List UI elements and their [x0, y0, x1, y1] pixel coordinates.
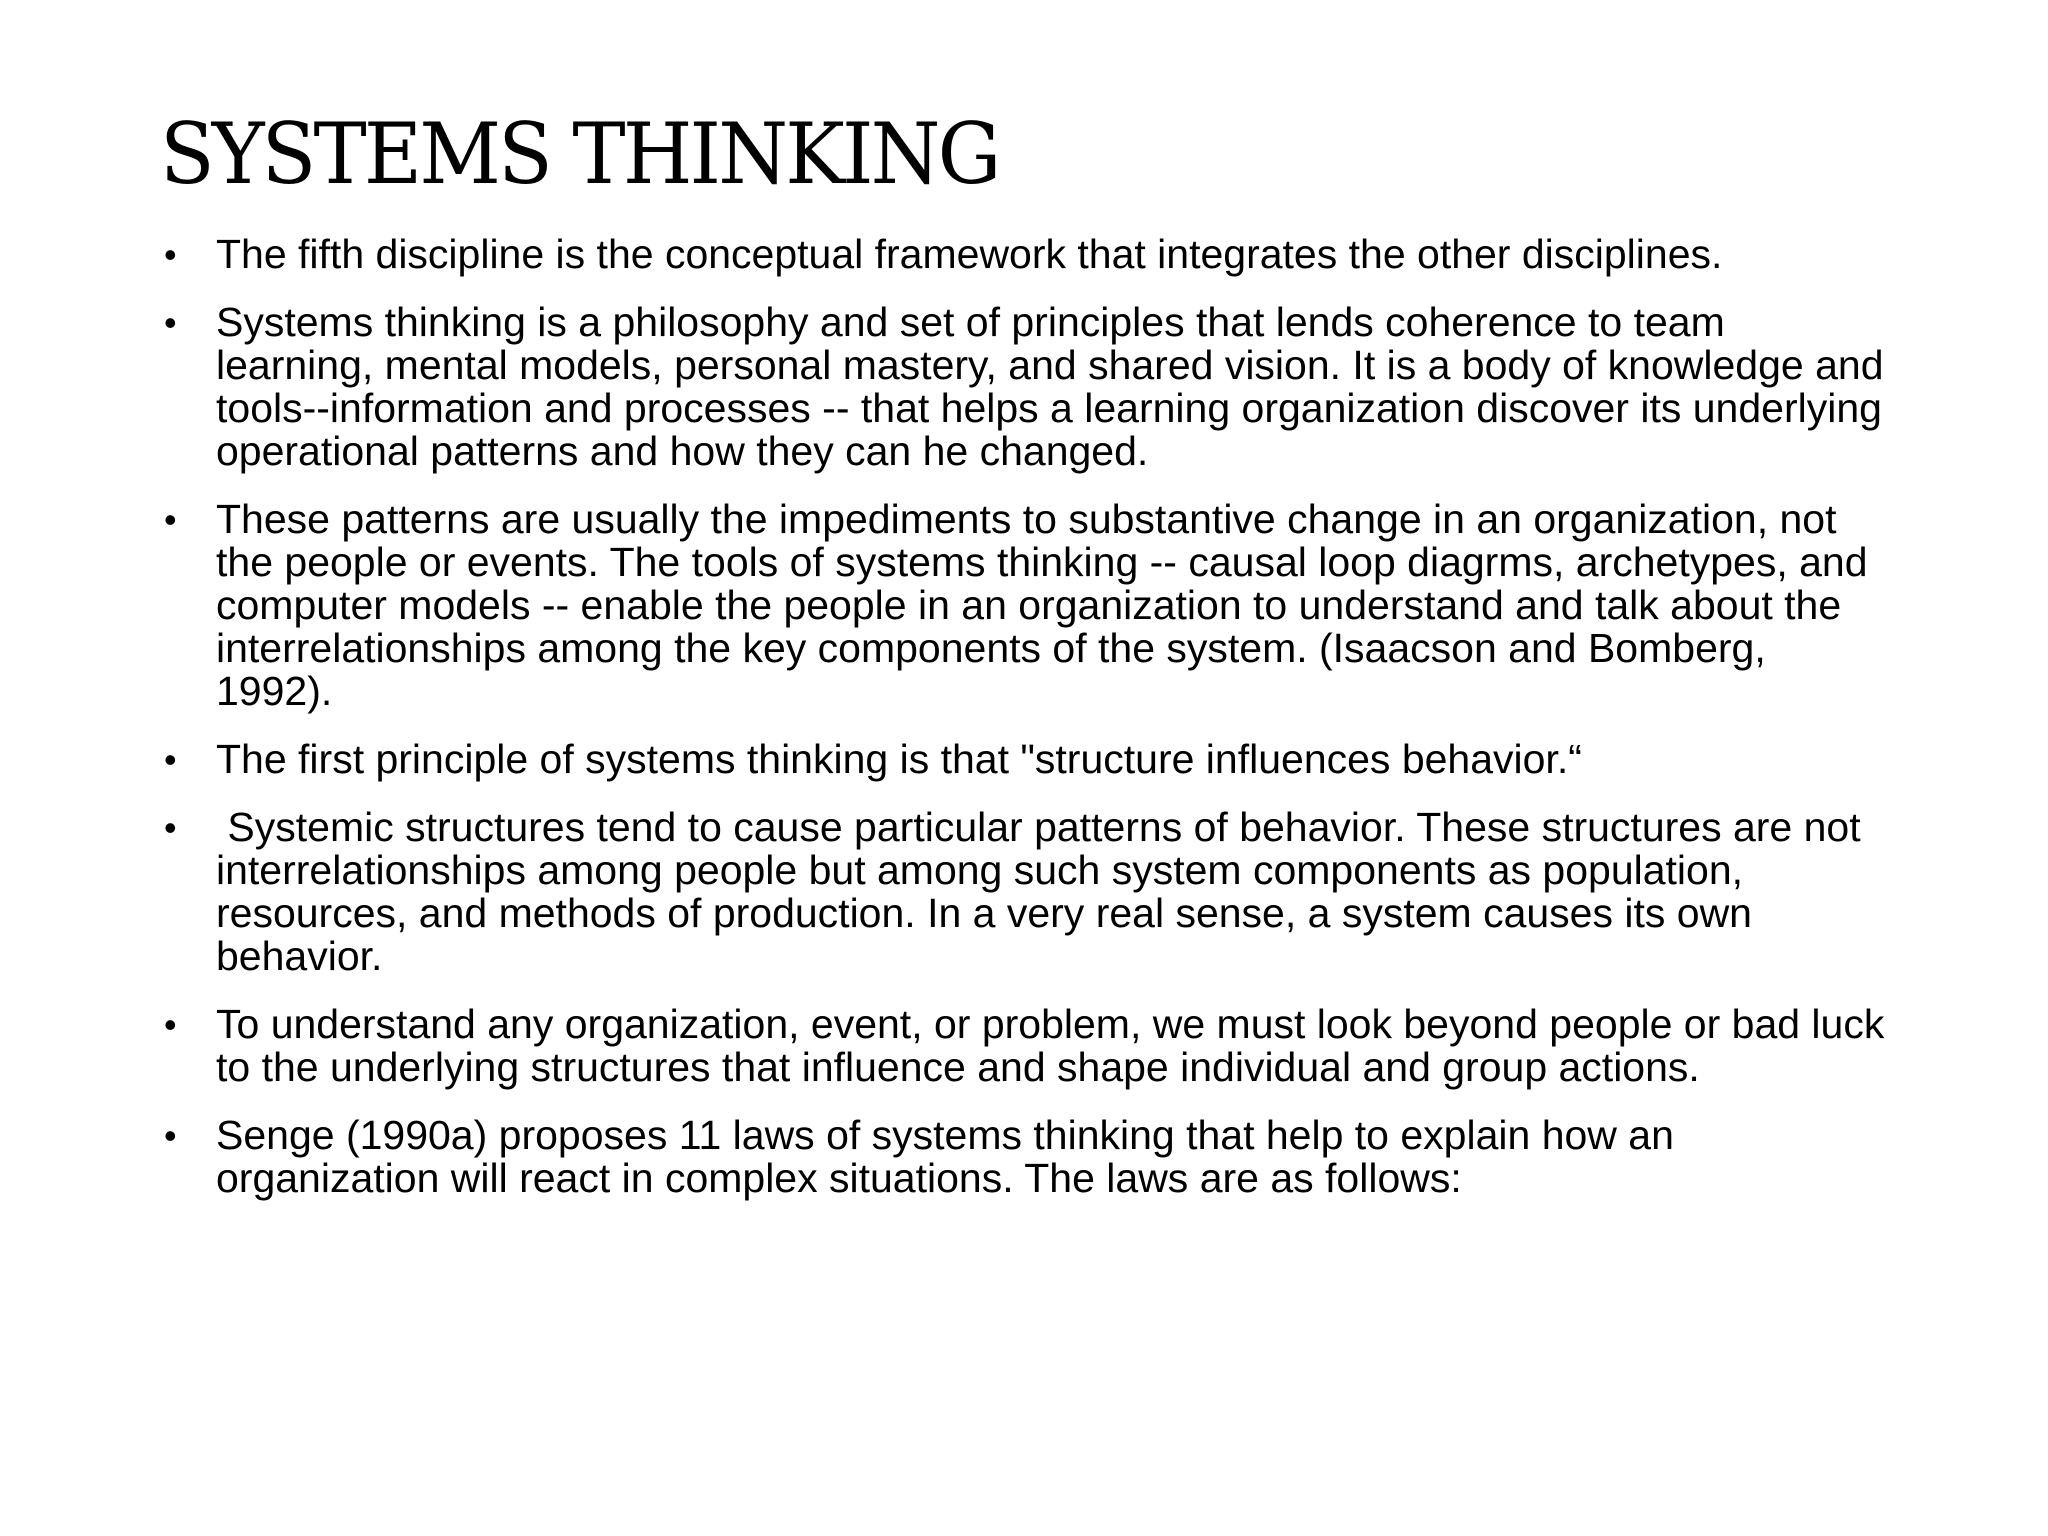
- bullet-text: The first principle of systems thinking is that "structure influences behavior.“: [216, 736, 1582, 782]
- bullet-item: [160, 1003, 1890, 1089]
- bullet-dot-icon: •: [164, 234, 177, 275]
- bullet-dot-icon: •: [164, 739, 177, 780]
- bullet-item: [160, 1114, 1890, 1200]
- bullet-dot-icon: •: [164, 1115, 177, 1156]
- bullet-text: Senge (1990a) proposes 11 laws of systems thinking that help to explain how an organization will react in complex situations. The laws are as follows:: [216, 1112, 1674, 1201]
- bullet-text: The fifth discipline is the conceptual framework that integrates the other disciplines.: [216, 231, 1723, 277]
- bullet-dot-icon: •: [164, 807, 177, 848]
- bullet-item: [160, 301, 1890, 473]
- bullet-item: [160, 738, 1890, 781]
- bullet-dot-icon: •: [164, 499, 177, 540]
- bullet-text: Systemic structures tend to cause particular patterns of behavior. These structures are not interrelationships among people but among such system components as population, resources, and methods of production. In a very real sense, a system causes its own behavior.: [216, 804, 1873, 979]
- bullet-dot-icon: •: [164, 302, 177, 343]
- bullet-item: [160, 233, 1890, 276]
- bullet-text: Systems thinking is a philosophy and set of principles that lends coherence to team learning, mental models, personal mastery, and shared vision. It is a body of knowledge and tools--information and processes -- that helps a learning organization discover its underlying operational patterns and how they can he changed.: [216, 299, 1884, 474]
- slide-title: SYSTEMS THINKING: [160, 105, 999, 203]
- bullet-text: To understand any organization, event, or problem, we must look beyond people or bad luck to the underlying structures that influence and shape individual and group actions.: [216, 1001, 1885, 1090]
- bullet-dot-icon: •: [164, 1004, 177, 1045]
- bullet-item: [160, 806, 1890, 978]
- bullet-text: These patterns are usually the impediments to substantive change in an organization, not the people or events. The tools of systems thinking -- causal loop diagrms, archetypes, and computer models -- enable the people in an organization to understand and talk about the interrelationships among the key components of the system. (Isaacson and Bomberg, 1992).: [216, 496, 1868, 714]
- bullet-list: [160, 233, 1890, 1225]
- bullet-item: [160, 498, 1890, 713]
